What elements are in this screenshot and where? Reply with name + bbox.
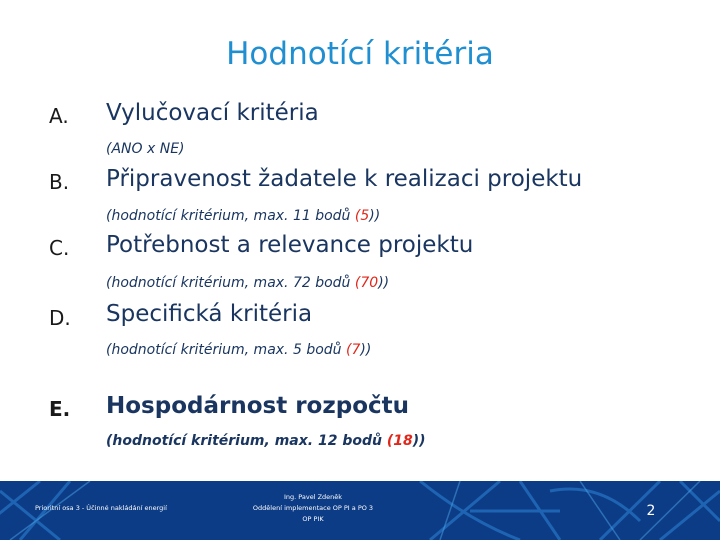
note-text: (hodnotící kritérium, max. 11 bodů	[106, 208, 355, 224]
criterion-letter: E.	[49, 397, 71, 421]
criterion-letter: A.	[49, 104, 69, 128]
criterion-heading: Potřebnost a relevance projektu	[106, 232, 474, 258]
criterion-letter: D.	[49, 306, 71, 330]
criterion-note: (ANO x NE)	[106, 141, 185, 157]
footer-center-text	[218, 492, 408, 525]
footer-department: Oddělení implementace OP PI a PO 3	[252, 504, 374, 512]
note-score: 7	[351, 342, 361, 358]
footer-author: Ing. Pavel Zdeněk	[283, 493, 343, 501]
criterion-letter: B.	[49, 170, 70, 194]
criterion-letter: C.	[49, 236, 70, 260]
criterion-note	[106, 208, 380, 224]
note-close: ))	[369, 208, 381, 224]
note-close: ))	[360, 342, 372, 358]
note-paren: (	[345, 342, 352, 358]
note-text: (hodnotící kritérium, max. 5 bodů	[106, 342, 346, 358]
slide-title: Hodnotící kritéria	[226, 36, 494, 72]
note-close: ))	[378, 275, 390, 291]
note-paren: (	[386, 433, 394, 449]
criterion-heading: Specifická kritéria	[106, 301, 313, 327]
criterion-heading: Vylučovací kritéria	[106, 100, 319, 126]
note-score: 70	[360, 275, 379, 291]
note-score: 5	[360, 208, 370, 224]
note-text: (hodnotící kritérium, max. 72 bodů	[106, 275, 355, 291]
criterion-note	[106, 342, 371, 358]
footer-bar	[0, 481, 720, 540]
page-number: 2	[646, 503, 656, 519]
note-text: (hodnotící kritérium, max. 12 bodů	[106, 433, 387, 449]
criterion-heading: Připravenost žadatele k realizaci projektu	[106, 166, 583, 192]
criterion-heading: Hospodárnost rozpočtu	[106, 393, 409, 419]
note-score: 18	[393, 433, 413, 449]
footer-left-text: Prioritní osa 3 - Účinné nakládání energií	[35, 504, 167, 512]
criterion-note	[106, 275, 389, 291]
criterion-note	[106, 433, 426, 449]
note-paren: (	[354, 208, 361, 224]
note-paren: (	[354, 275, 361, 291]
footer-program: OP PIK	[302, 515, 324, 523]
note-close: ))	[412, 433, 426, 449]
